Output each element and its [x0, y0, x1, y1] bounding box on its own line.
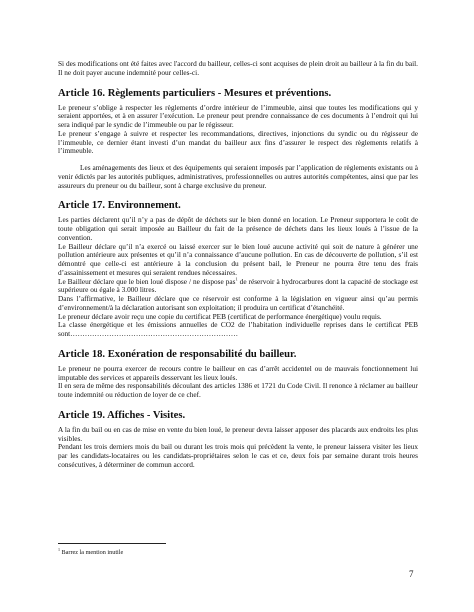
article-17-paragraph-6: La classe énergétique et les émissions annuelles de CO2 de l’habitation individuelle reprises dans le certificat PEB sont……………………………………………………………	[58, 320, 418, 338]
article-17-paragraph-3-start: Le Bailleur déclare que le bien loué dispose / ne dispose pas	[58, 276, 236, 286]
footnote-text: Barrez la mention inutile	[60, 549, 124, 556]
article-17-paragraph-2: Le Bailleur déclare qu’il n’a exercé ou laissé exercer sur le bien loué aucune activité qui soit de nature à générer une pollution antérieure aux présentes et qu’il n’a connaissance d’aucune pollution. En cas de découverte de pollution, s’il est démontré que celle-ci est antérieure à la conclusion du présent bail, le Preneur ne pourra être tenu des frais d’assainissement et mesures qui seraient rendues nécessaires.	[58, 241, 418, 277]
article-16-paragraph-3: Les aménagements des lieux et des équipements qui seraient imposés par l’application de règlements existants ou à venir édictés par les autorités publiques, administratives, professionnelles ou autres autorités compétentes, ainsi que par les assureurs du preneur ou du bailleur, sont à charge exclusive du preneur.	[58, 163, 418, 190]
footnote-reference: 1	[235, 276, 238, 282]
article-19-paragraph-2: Pendant les trois derniers mois du bail ou durant les trois mois qui précèdent la vente, le preneur laissera visiter les lieux par les candidats-locataires ou les candidats-propriétaires selon le cas et ce, deux fois par semaine durant trois heures consécutives, à déterminer de commun accord.	[58, 442, 418, 469]
article-17-paragraph-3-end: de réservoir à hydrocarbures dont la capacité de stockage est supérieure ou égale à 3.000 litres.	[58, 276, 418, 295]
article-17-paragraph-5: Le preneur déclare avoir reçu une copie du certificat PEB (certificat de performance énergétique) voulu requis.	[58, 311, 382, 321]
article-18-heading: Article 18. Exonération de responsabilité du bailleur.	[58, 348, 297, 360]
article-17-paragraph-3	[58, 278, 418, 296]
article-16-paragraph-1: Le preneur s’oblige à respecter les règlements d’ordre intérieur de l’immeuble, ainsi que toutes les modifications qui y seraient apportées, et à en assurer l’exécution. Le preneur peut prendre connaissance de ces documents à l’endroit qui lui sera indiqué par le syndic de l’immeuble ou par le régisseur.	[58, 102, 418, 129]
article-19-heading: Article 19. Affiches - Visites.	[58, 409, 186, 421]
intro-paragraph: Si des modifications ont été faites avec l'accord du bailleur, celles-ci sont acquises de plein droit au bailleur à la fin du bail. Il ne doit payer aucune indemnité pour celles-ci.	[58, 59, 418, 77]
article-17-paragraph-4: Dans l’affirmative, le Bailleur déclare que ce réservoir est conforme à la législation en vigueur ainsi qu’au permis d’environnement/à la déclaration autorisant son exploitation; il produira un certificat d’étanchéité.	[58, 294, 418, 312]
footnote-separator	[58, 543, 166, 544]
footnote-marker: 1	[58, 546, 60, 552]
article-16-heading: Article 16. Règlements particuliers - Mesures et préventions.	[58, 87, 332, 99]
article-18-paragraph-1: Le preneur ne pourra exercer de recours contre le bailleur en cas d’arrêt accidentel ou de mauvais fonctionnement lui imputable des services et appareils desservant les lieux loués.	[58, 363, 418, 382]
article-16-paragraph-2: Le preneur s’engage à suivre et respecter les recommandations, directives, injonctions du syndic ou du régisseur de l’immeuble, ce dernier étant investi d’un mandat du bailleur aux fins d’assurer le respect des règlements relatifs à l’immeuble.	[58, 128, 418, 156]
article-17-heading: Article 17. Environnement.	[58, 200, 181, 212]
page-body	[58, 60, 418, 470]
footnote	[58, 546, 124, 557]
article-19-paragraph-1: A la fin du bail ou en cas de mise en vente du bien loué, le preneur devra laisser apposer des placards aux endroits les plus visibles.	[58, 424, 418, 443]
article-17-paragraph-1: Les parties déclarent qu’il n’y a pas de dépôt de déchets sur le bien donné en location. Le Preneur supportera le coût de toute obligation qui serait imposée au Bailleur du fait de la présence de déchets dans les lieux loués à l’issue de la convention.	[58, 215, 418, 242]
page-number: 7	[409, 569, 414, 579]
article-18-paragraph-2: Il en sera de même des responsabilités découlant des articles 1386 et 1721 du Code Civil. Il renonce à réclamer au bailleur toute indemnité ou réduction de loyer de ce chef.	[58, 381, 418, 399]
